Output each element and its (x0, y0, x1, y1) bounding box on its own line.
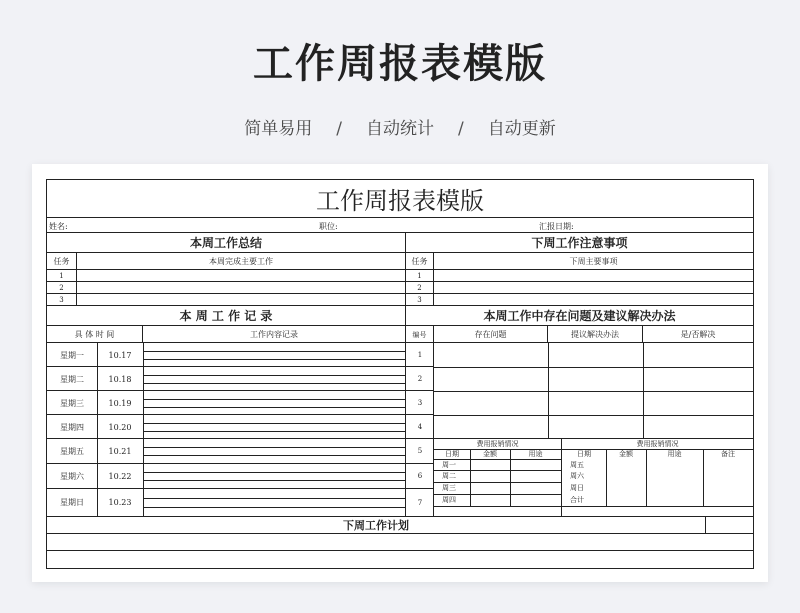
date-label: 10.20 (108, 422, 132, 432)
date-label: 10.18 (108, 374, 132, 384)
table-row (47, 367, 405, 391)
table-row: 1 (47, 270, 77, 282)
table-row: 1 (406, 270, 434, 282)
day-label: 星期三 (60, 398, 84, 408)
date-label: 10.23 (108, 498, 132, 507)
day-label: 星期六 (60, 472, 84, 481)
next-notes-rows (406, 270, 753, 306)
summary-cell[interactable] (77, 294, 405, 306)
next-notes-title: 下周工作注意事项 (406, 233, 753, 253)
expense-col-use: 用途 (528, 450, 543, 458)
problems-col-solution: 提议解决办法 (548, 326, 643, 343)
day-label: 星期日 (60, 498, 84, 507)
expense-title-right: 费用报销情况 (636, 440, 679, 448)
summary-col-content: 本周完成主要工作 (209, 257, 273, 266)
tag-separator: / (336, 119, 342, 139)
problem-number-column (406, 343, 434, 516)
next-plan-title: 下周工作计划 (343, 519, 409, 532)
problem-number: 3 (406, 391, 434, 415)
problems-col-resolved: 是/否解决 (680, 330, 716, 339)
problem-rows (434, 343, 753, 439)
problems-header (406, 326, 753, 343)
summary-col-task: 任务 (47, 253, 77, 270)
expense-day: 周二 (442, 472, 456, 480)
table-row (47, 489, 405, 516)
records-title: 本 周 工 作 记 录 (47, 306, 405, 326)
problems-col-no: 编号 (406, 326, 434, 343)
records-header (47, 326, 405, 343)
tag-auto-update: 自动更新 (487, 119, 556, 139)
notes-cell[interactable] (434, 270, 753, 282)
table-row (47, 343, 405, 367)
page-heading: 工作周报表模版 (253, 41, 547, 87)
day-label: 星期五 (60, 447, 84, 456)
table-row: 3 (406, 294, 434, 306)
table-row (47, 415, 405, 439)
problem-number: 7 (417, 498, 423, 507)
next-notes-header (406, 253, 753, 270)
expense-day: 周六 (570, 472, 584, 480)
expense-day: 周四 (442, 496, 456, 504)
expense-day: 周一 (442, 461, 456, 469)
summary-header (47, 253, 405, 270)
expense-col-date: 日期 (445, 450, 459, 458)
expense-day: 周日 (570, 484, 584, 492)
problem-number: 6 (406, 464, 434, 489)
notes-cell[interactable] (434, 282, 753, 294)
records-body (47, 343, 405, 516)
table-row: 2 (406, 282, 434, 294)
expense-section (434, 439, 753, 516)
day-label: 星期二 (60, 374, 84, 384)
table-row: 2 (47, 282, 77, 294)
date-label: 10.21 (108, 447, 132, 456)
next-notes-col-task: 任务 (406, 253, 434, 270)
expense-day: 周三 (442, 484, 456, 492)
spreadsheet-preview-card (32, 164, 768, 582)
notes-cell[interactable] (434, 294, 753, 306)
expense-day: 周五 (570, 461, 584, 469)
position-label: 职位: (319, 222, 338, 231)
problem-number: 2 (406, 367, 434, 391)
tag-separator: / (458, 119, 464, 139)
date-label: 10.19 (108, 398, 132, 408)
tag-easy: 简单易用 (244, 119, 313, 139)
feature-tags (0, 114, 800, 139)
problems-col-problem: 存在问题 (434, 326, 548, 343)
table-row (47, 391, 405, 415)
next-notes-col-content: 下周主要事项 (569, 257, 618, 266)
table-row (47, 439, 405, 464)
table-row (47, 464, 405, 489)
expense-col-date: 日期 (577, 450, 591, 458)
day-label: 星期一 (60, 350, 84, 360)
next-plan-area[interactable] (47, 534, 753, 568)
expense-col-note: 备注 (721, 450, 735, 458)
problem-number: 4 (406, 415, 434, 439)
report-date-label: 汇报日期: (539, 222, 574, 231)
problem-number: 1 (406, 343, 434, 367)
weekly-report-sheet (46, 179, 754, 569)
expense-col-amount: 金额 (483, 450, 497, 458)
table-row: 3 (47, 294, 77, 306)
expense-col-use: 用途 (667, 450, 682, 458)
sheet-title: 工作周报表模版 (47, 180, 753, 218)
date-label: 10.22 (108, 472, 132, 481)
expense-col-amount: 金额 (619, 450, 633, 458)
summary-cell[interactable] (77, 282, 405, 294)
tag-auto-stat: 自动统计 (366, 119, 434, 139)
summary-cell[interactable] (77, 270, 405, 282)
records-col-content: 工作内容记录 (250, 330, 298, 339)
summary-title: 本周工作总结 (47, 233, 405, 253)
day-label: 星期四 (60, 422, 84, 432)
summary-rows (47, 270, 405, 306)
expense-total-label: 合计 (570, 496, 584, 504)
expense-title-left: 费用报销情况 (476, 440, 519, 448)
problems-title: 本周工作中存在问题及建议解决办法 (406, 306, 753, 326)
info-row (47, 218, 753, 233)
problem-number: 5 (406, 439, 434, 464)
records-col-time: 具 体 时 间 (47, 326, 143, 343)
name-label: 姓名: (49, 222, 68, 231)
date-label: 10.17 (108, 350, 132, 360)
